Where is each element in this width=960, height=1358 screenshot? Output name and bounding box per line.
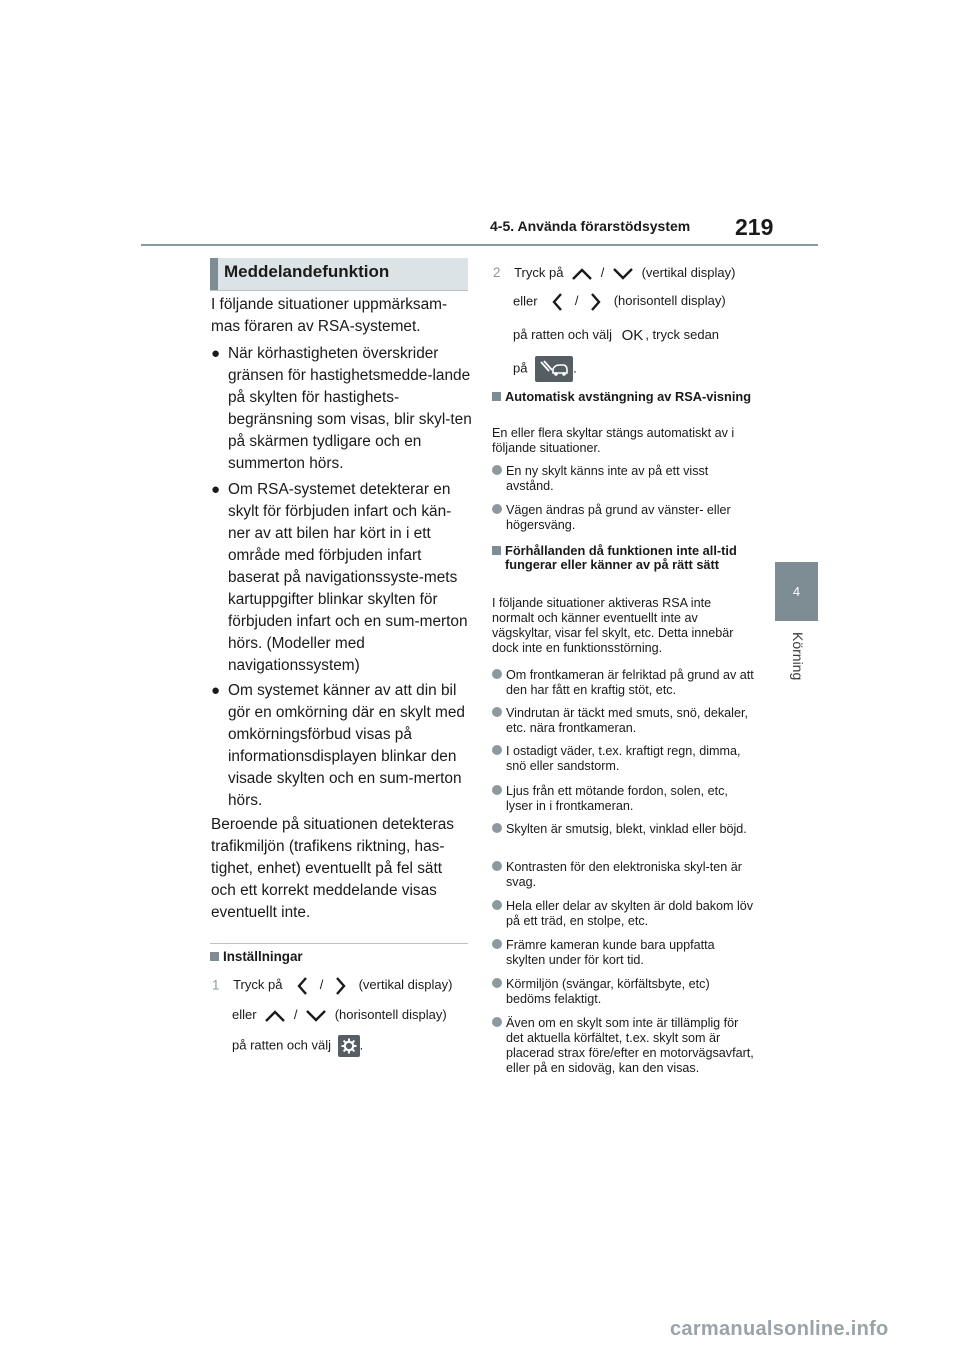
list-item-text: En ny skylt känns inte av på ett visst avstånd.	[506, 464, 709, 493]
list-item-text: När körhastigheten överskrider gränsen för hastighetsmedde-lande på skylten för hastighets-begränsning som visas, blir skyl-ten på skärmen tydligare och en summerton hörs.	[228, 345, 472, 472]
list-item-text: Kontrasten för den elektroniska skyl-ten är svag.	[506, 860, 742, 889]
conditions-intro: I följande situationer aktiveras RSA inte normalt och känner eventuellt inte av vägskyltar, visar fel skylt, etc. Detta innebär dock inte en funktionsstörning.	[492, 596, 734, 655]
heading-divider	[210, 290, 468, 291]
square-bullet-icon	[492, 392, 501, 401]
header-divider	[141, 244, 818, 246]
list-item-text: I ostadigt väder, t.ex. kraftigt regn, dimma, snö eller sandstorm.	[506, 744, 741, 773]
slash-text: /	[600, 265, 605, 280]
step-1-line-1	[212, 976, 452, 996]
step-text: på ratten och välj	[232, 1037, 332, 1053]
step-2-line-4	[513, 356, 577, 382]
step-number: 1	[212, 977, 220, 993]
square-bullet-icon	[492, 546, 501, 555]
settings-heading	[210, 949, 303, 964]
paragraph: Beroende på situationen detekteras trafikmiljön (trafikens riktning, has-tighet, enhet) eventuellt på fel sätt och ett korrekt meddelande visas eventuellt inte.	[211, 816, 455, 921]
list-item	[492, 977, 754, 1009]
bullet-icon	[492, 900, 502, 910]
list-item	[492, 784, 754, 816]
list-item	[492, 464, 754, 496]
step-text: på	[513, 360, 528, 376]
step-2-line-3	[513, 327, 719, 344]
step-text: på ratten och välj	[513, 327, 613, 342]
list-item-text: Vindrutan är täckt med smuts, snö, dekaler, etc. nära frontkameran.	[506, 706, 748, 735]
step-text: (horisontell display)	[334, 1007, 447, 1022]
chevron-right-icon	[586, 292, 604, 312]
slash-text: /	[574, 293, 579, 309]
step-text: .	[573, 360, 577, 376]
chevron-left-icon	[549, 292, 567, 312]
ok-icon: OK	[621, 327, 644, 345]
chevron-up-icon	[264, 1009, 286, 1023]
chevron-right-icon	[331, 976, 349, 996]
bullet-icon	[492, 669, 502, 679]
step-2-line-1	[493, 265, 735, 281]
step-text: .	[359, 1037, 364, 1053]
auto-off-heading-text: Automatisk avstängning av RSA-visning	[505, 389, 752, 404]
bullet-icon	[492, 823, 502, 833]
list-item-text: Skylten är smutsig, blekt, vinklad eller böjd.	[506, 822, 747, 836]
list-item	[492, 1016, 754, 1080]
section-heading	[210, 258, 468, 290]
step-text: Tryck på	[514, 265, 564, 280]
chapter-tab: 4	[775, 562, 818, 621]
list-item-text: Vägen ändras på grund av vänster- eller högersväng.	[506, 503, 731, 532]
gear-icon	[338, 1035, 360, 1057]
list-item	[492, 899, 754, 931]
list-item	[492, 503, 754, 535]
slash-text: /	[293, 1007, 298, 1022]
step-text: (horisontell display)	[613, 293, 726, 309]
list-item-text: Om frontkameran är felriktad på grund av att den har fått en kraftig stöt, etc.	[506, 668, 754, 697]
list-item	[211, 680, 471, 812]
bullet-icon	[492, 504, 502, 514]
bullet-icon: ●	[211, 682, 221, 699]
list-item-text: Främre kameran kunde bara uppfatta skylten under för kort tid.	[506, 938, 715, 967]
section-title: 4-5. Använda förarstödsystem	[490, 218, 691, 234]
list-item-text: Om RSA-systemet detekterar en skylt för förbjuden infart och kän-ner av att bilen har kört in i ett område med förbjuden infart baserat på navigationssyste-mets kartuppgifter blinkar skylten för förbjuden infart och en sum-merton hörs. (Modeller med navigationssystem)	[228, 481, 468, 674]
list-item-text: Även om en skylt som inte är tillämplig för det aktuella körfältet, t.ex. skylt som är placerad strax före/efter en motorvägsavfart, eller på en sidoväg, kan den visas.	[506, 1016, 754, 1075]
step-text: eller	[232, 1007, 257, 1022]
step-1-line-3	[232, 1035, 363, 1057]
bullet-icon	[492, 465, 502, 475]
list-item	[492, 860, 754, 892]
page-number: 219	[735, 214, 774, 240]
bullet-icon	[492, 785, 502, 795]
watermark: carmanualsonline.info	[670, 1318, 889, 1340]
bullet-icon	[492, 861, 502, 871]
slash-text: /	[319, 977, 324, 993]
step-text: (vertikal display)	[641, 265, 736, 280]
chevron-up-icon	[571, 267, 593, 281]
list-item	[492, 668, 754, 700]
step-text: (vertikal display)	[358, 977, 453, 993]
step-2-line-2	[513, 292, 726, 312]
bullet-icon	[492, 1017, 502, 1027]
settings-heading-text: Inställningar	[223, 949, 303, 964]
step-1-line-2	[232, 1007, 447, 1023]
bullet-icon	[492, 939, 502, 949]
step-text: eller	[513, 293, 538, 309]
list-item	[492, 822, 754, 854]
list-item	[492, 744, 754, 776]
section-heading-text: Meddelandefunktion	[224, 262, 390, 281]
square-bullet-icon	[210, 952, 219, 961]
step-number: 2	[493, 265, 501, 280]
step-text: , tryck sedan	[645, 327, 720, 342]
bullet-icon	[492, 707, 502, 717]
intro-text: I följande situationer uppmärksam-mas föraren av RSA-systemet.	[211, 296, 448, 335]
chapter-label: Körning	[790, 632, 806, 681]
list-item	[211, 479, 471, 679]
chevron-left-icon	[294, 976, 312, 996]
bullet-icon	[492, 745, 502, 755]
settings-divider	[210, 943, 468, 944]
list-item-text: Ljus från ett mötande fordon, solen, etc, lyser in i frontkameran.	[506, 784, 728, 813]
intro-paragraph	[211, 294, 471, 338]
auto-off-heading	[492, 390, 754, 420]
list-item	[492, 706, 754, 738]
list-item	[211, 343, 471, 475]
list-item-text: Om systemet känner av att din bil gör en omkörning där en skylt med omkörningsförbud visas på informationsdisplayen blinkar den visade skylten och en sum-merton hörs.	[228, 682, 465, 809]
list-item-text: Körmiljön (svängar, körfältsbyte, etc) bedöms felaktigt.	[506, 977, 710, 1006]
chevron-down-icon	[612, 267, 634, 281]
driver-assist-icon	[535, 356, 573, 382]
conditions-heading-text: Förhållanden då funktionen inte all-tid fungerar eller känner av på rätt sätt	[505, 543, 737, 572]
auto-off-intro: En eller flera skyltar stängs automatiskt av i följande situationer.	[492, 426, 735, 455]
conditions-heading	[492, 544, 754, 588]
bullet-icon: ●	[211, 345, 221, 362]
bullet-icon	[492, 978, 502, 988]
bullet-icon: ●	[211, 481, 221, 498]
list-item	[492, 938, 754, 970]
chevron-down-icon	[305, 1009, 327, 1023]
step-text: Tryck på	[233, 977, 283, 993]
list-item-text: Hela eller delar av skylten är dold bakom löv på ett träd, en stolpe, etc.	[506, 899, 754, 928]
heading-accent-bar	[210, 258, 218, 290]
